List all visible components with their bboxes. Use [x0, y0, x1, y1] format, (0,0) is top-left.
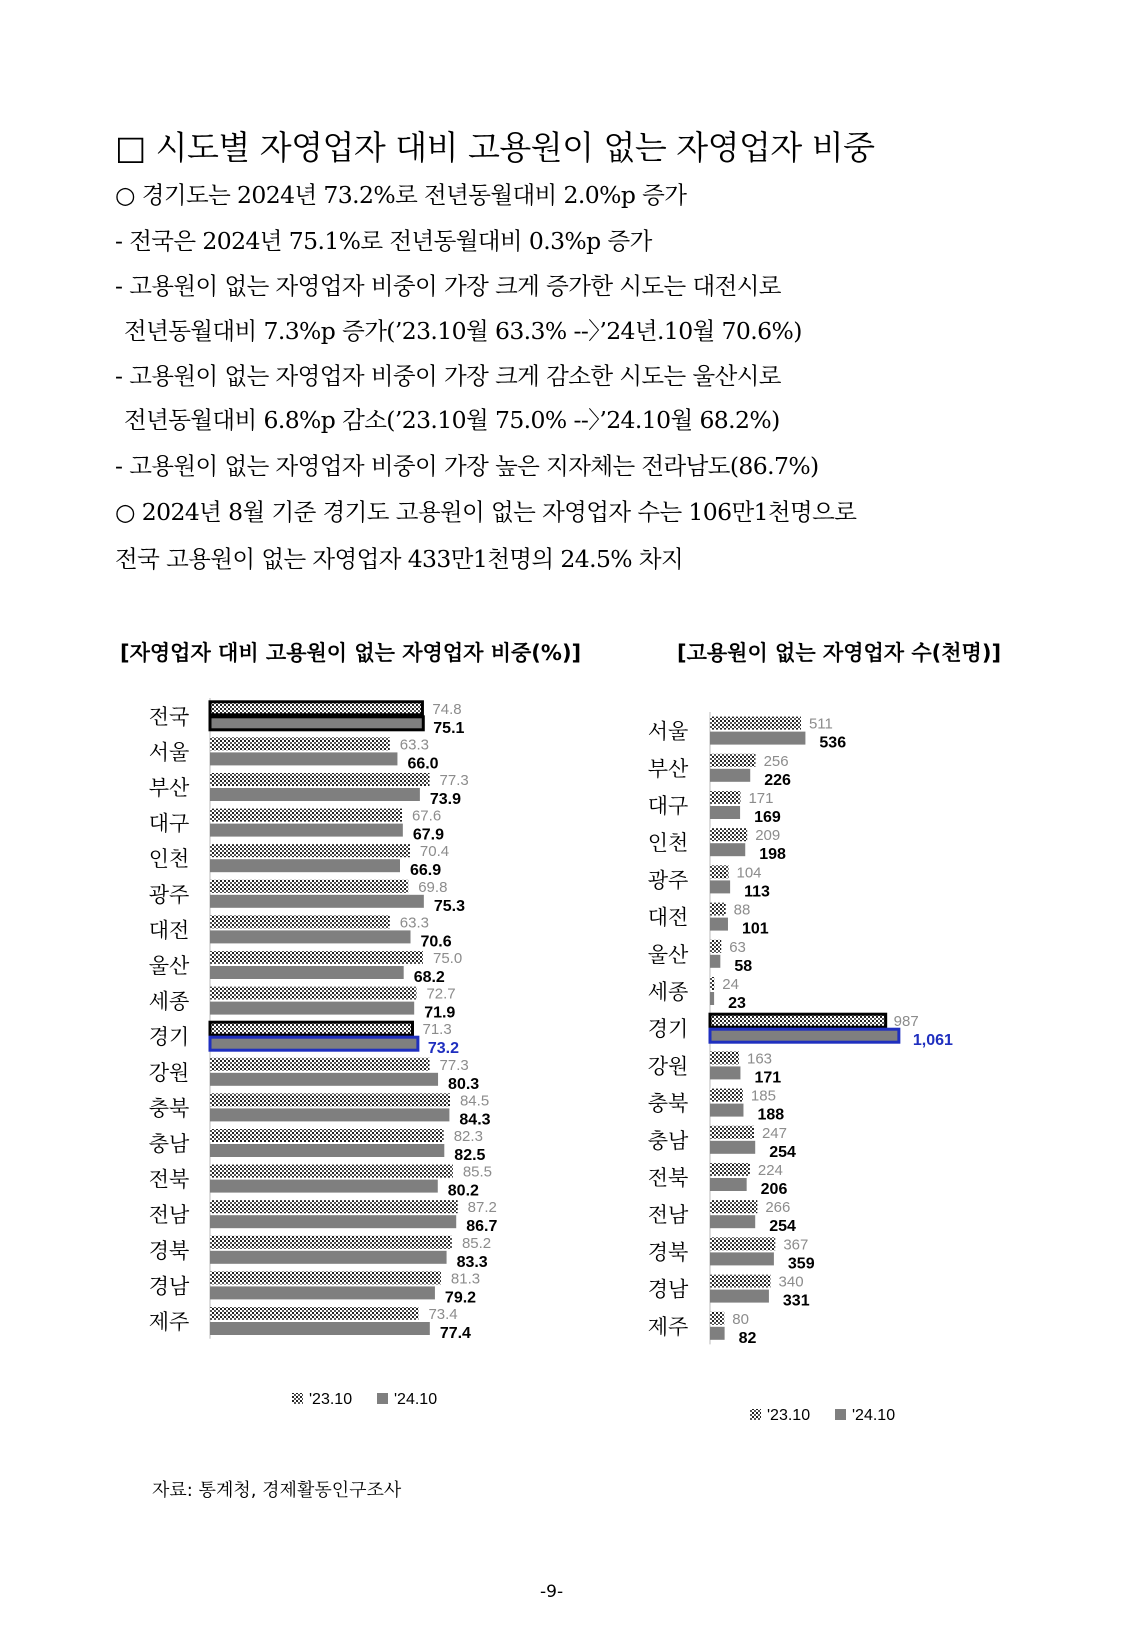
data-label-2024: 169 — [754, 809, 781, 826]
bar-2024 — [210, 1002, 414, 1015]
data-label-2023: 185 — [750, 1087, 776, 1105]
bar-2024 — [210, 930, 411, 943]
data-label-2024: 254 — [769, 1143, 796, 1161]
bar-2024 — [210, 824, 403, 837]
data-label-2023: 70.4 — [419, 843, 450, 861]
legend-swatch-2023 — [750, 1409, 761, 1420]
category-label: 울산 — [647, 943, 689, 967]
category-label: 강원 — [148, 1061, 190, 1085]
legend-swatch-2024 — [835, 1409, 846, 1420]
data-label-2023: 81.3 — [450, 1270, 481, 1288]
bar-2024 — [710, 992, 714, 1005]
legend-label-2024: '24.10 — [394, 1391, 438, 1408]
summary-line: 전년동월대비 7.3%p 증가(’23.10월 63.3% --〉’24년.10월 70.6%) — [124, 317, 802, 345]
bar-2024 — [710, 1029, 899, 1042]
bar-2023 — [210, 1058, 430, 1071]
bar-2024 — [210, 1286, 435, 1299]
bar-2023 — [710, 1163, 750, 1176]
data-label-2023: 77.3 — [439, 772, 469, 789]
bar-2023 — [210, 1093, 450, 1106]
category-label: 인천 — [647, 832, 689, 856]
data-label-2024: 536 — [819, 734, 847, 752]
bar-2024 — [710, 918, 728, 931]
data-label-2024: 73.2 — [427, 1040, 460, 1058]
bar-2024 — [210, 788, 420, 801]
category-label: 경북 — [148, 1239, 190, 1263]
bar-2023 — [210, 880, 408, 893]
bar-2024 — [710, 1327, 725, 1340]
summary-line: - 고용원이 없는 자영업자 비중이 가장 크게 감소한 시도는 울산시로 — [115, 362, 781, 390]
data-label-2023: 73.4 — [428, 1306, 458, 1323]
bar-2023 — [210, 844, 410, 857]
data-label-2023: 367 — [783, 1236, 809, 1254]
bar-2024 — [210, 1073, 438, 1086]
data-label-2024: 67.9 — [412, 826, 444, 844]
bar-2024 — [710, 880, 730, 893]
data-label-2023: 71.3 — [422, 1021, 452, 1039]
data-label-2024: 77.4 — [439, 1325, 471, 1342]
bar-2024 — [210, 717, 423, 730]
bar-2024 — [210, 1322, 430, 1335]
data-label-2024: 331 — [782, 1292, 810, 1310]
data-label-2024: 75.1 — [433, 719, 465, 737]
category-label: 서울 — [647, 720, 689, 744]
summary-line: - 고용원이 없는 자영업자 비중이 가장 높은 지자체는 전라남도(86.7%) — [115, 452, 819, 480]
data-label-2024: 254 — [769, 1218, 796, 1236]
data-label-2024: 1,061 — [912, 1032, 953, 1050]
bar-2023 — [210, 1271, 441, 1284]
data-label-2023: 88 — [733, 901, 751, 919]
bar-2024 — [210, 1144, 444, 1157]
data-label-2024: 113 — [744, 883, 770, 901]
bar-2024 — [710, 1141, 755, 1154]
category-label: 광주 — [647, 869, 689, 893]
bar-2023 — [210, 737, 390, 750]
bar-2023 — [710, 791, 740, 804]
bar-2023 — [710, 865, 729, 878]
data-label-2023: 224 — [757, 1162, 783, 1179]
data-label-2023: 80 — [732, 1310, 749, 1328]
chart2-title: [고용원이 없는 자영업자 수(천명)] — [677, 641, 1002, 665]
bar-2024 — [710, 1066, 740, 1079]
data-label-2024: 101 — [741, 920, 769, 938]
data-label-2024: 70.6 — [420, 933, 452, 951]
source-note: 자료: 통계청, 경제활동인구조사 — [152, 1480, 402, 1501]
bar-2023 — [710, 977, 714, 990]
data-label-2024: 86.7 — [466, 1218, 498, 1236]
bar-2024 — [710, 1215, 755, 1228]
category-label: 충남 — [148, 1133, 190, 1156]
bar-2023 — [710, 940, 721, 953]
data-label-2024: 83.3 — [456, 1253, 488, 1271]
bar-2023 — [710, 1126, 754, 1139]
data-label-2023: 74.8 — [432, 700, 462, 718]
category-label: 부산 — [148, 777, 190, 800]
category-label: 경기 — [148, 1026, 190, 1050]
bar-2024 — [210, 752, 397, 765]
bar-2024 — [210, 859, 400, 872]
bar-2024 — [710, 732, 805, 745]
data-label-2024: 198 — [759, 846, 786, 864]
bar-2023 — [710, 1275, 771, 1288]
category-label: 충북 — [148, 1097, 190, 1121]
legend-swatch-2023 — [292, 1393, 303, 1404]
data-label-2023: 511 — [808, 715, 833, 733]
data-label-2023: 266 — [765, 1199, 791, 1217]
data-label-2023: 77.3 — [439, 1056, 469, 1074]
category-label: 대구 — [148, 812, 190, 836]
bar-2023 — [710, 1051, 739, 1064]
data-label-2023: 256 — [763, 752, 789, 770]
chart1-title: [자영업자 대비 고용원이 없는 자영업자 비중(%)] — [120, 641, 582, 665]
category-label: 경남 — [647, 1278, 689, 1302]
bar-2023 — [210, 951, 423, 964]
bar-2024 — [210, 1037, 418, 1050]
data-label-2024: 73.9 — [429, 791, 462, 808]
data-label-2023: 163 — [747, 1050, 773, 1068]
category-label: 울산 — [148, 955, 190, 978]
summary-line: 전년동월대비 6.8%p 감소(’23.10월 75.0% --〉’24.10월 68.2%) — [124, 406, 780, 434]
category-label: 제주 — [148, 1311, 190, 1334]
category-label: 충북 — [647, 1092, 689, 1116]
category-label: 전북 — [647, 1167, 689, 1190]
data-label-2023: 84.5 — [459, 1092, 490, 1110]
data-label-2023: 247 — [761, 1124, 787, 1142]
data-label-2023: 340 — [778, 1273, 804, 1291]
data-label-2024: 188 — [757, 1106, 785, 1124]
data-label-2024: 82.5 — [454, 1147, 486, 1164]
bar-2024 — [710, 955, 720, 968]
page-heading: □ 시도별 자영업자 대비 고용원이 없는 자영업자 비중 — [115, 128, 875, 167]
bar-2023 — [710, 717, 801, 730]
category-label: 광주 — [148, 883, 190, 907]
data-label-2023: 171 — [748, 790, 774, 807]
data-label-2023: 63.3 — [399, 736, 429, 754]
summary-line: 전국 고용원이 없는 자영업자 433만1천명의 24.5% 차지 — [115, 545, 684, 573]
bar-2024 — [710, 1178, 747, 1191]
bar-2023 — [710, 1237, 775, 1250]
bar-2023 — [210, 1165, 453, 1178]
data-label-2024: 80.3 — [448, 1075, 480, 1093]
data-label-2024: 68.2 — [413, 969, 445, 986]
bar-2023 — [210, 1236, 452, 1249]
data-label-2023: 87.2 — [467, 1199, 497, 1217]
category-label: 경남 — [148, 1275, 190, 1299]
category-label: 강원 — [647, 1055, 689, 1079]
bar-2023 — [210, 1129, 444, 1142]
data-label-2023: 209 — [755, 827, 781, 845]
data-label-2023: 85.5 — [462, 1163, 493, 1181]
category-label: 세종 — [647, 981, 689, 1004]
bar-2024 — [710, 806, 740, 819]
bar-2024 — [210, 895, 424, 908]
data-label-2024: 84.3 — [459, 1111, 491, 1129]
summary-line: - 전국은 2024년 75.1%로 전년동월대비 0.3%p 증가 — [115, 227, 652, 255]
bar-2023 — [710, 1312, 724, 1325]
data-label-2024: 226 — [764, 771, 791, 789]
bar-2024 — [710, 843, 745, 856]
summary-line: - 고용원이 없는 자영업자 비중이 가장 크게 증가한 시도는 대전시로 — [115, 272, 781, 300]
data-label-2024: 23 — [728, 995, 746, 1012]
bar-2023 — [210, 702, 422, 715]
bar-2023 — [710, 903, 726, 916]
data-label-2024: 66.0 — [407, 755, 439, 773]
data-label-2023: 104 — [736, 864, 762, 882]
category-label: 인천 — [148, 848, 190, 872]
category-label: 전남 — [148, 1204, 190, 1228]
data-label-2024: 66.9 — [409, 862, 442, 880]
legend-swatch-2024 — [377, 1393, 388, 1404]
bar-2024 — [710, 769, 750, 782]
data-label-2023: 63 — [729, 938, 746, 956]
data-label-2024: 82 — [738, 1329, 757, 1347]
data-label-2024: 206 — [760, 1181, 788, 1198]
bar-2023 — [210, 809, 402, 822]
category-label: 경북 — [647, 1241, 689, 1265]
bar-2024 — [710, 1252, 774, 1265]
data-label-2023: 72.7 — [426, 985, 456, 1003]
data-label-2024: 75.3 — [433, 897, 465, 915]
category-label: 전국 — [148, 705, 190, 729]
bar-2024 — [210, 1180, 438, 1193]
bar-2024 — [210, 966, 404, 979]
data-label-2024: 71.9 — [424, 1004, 456, 1022]
legend-label-2024: '24.10 — [852, 1407, 896, 1424]
bar-2023 — [710, 1200, 757, 1213]
category-label: 대전 — [148, 919, 190, 943]
data-label-2023: 75.0 — [433, 950, 463, 967]
bar-2023 — [210, 1200, 458, 1213]
data-label-2023: 69.8 — [418, 878, 448, 896]
bar-2023 — [210, 915, 390, 928]
data-label-2023: 24 — [722, 976, 739, 993]
data-label-2024: 80.2 — [447, 1182, 479, 1200]
category-label: 대구 — [647, 795, 689, 818]
bar-2023 — [710, 828, 747, 841]
bar-2023 — [210, 1022, 412, 1035]
bar-2023 — [210, 1307, 418, 1320]
category-label: 충남 — [647, 1129, 689, 1153]
data-label-2023: 63.3 — [399, 914, 429, 932]
data-label-2024: 79.2 — [444, 1289, 477, 1307]
bar-2023 — [710, 1014, 886, 1027]
bar-2023 — [210, 773, 430, 786]
page-number: -9- — [540, 1582, 564, 1602]
bar-2023 — [710, 1089, 743, 1102]
category-label: 경기 — [647, 1018, 689, 1042]
data-label-2024: 171 — [754, 1069, 782, 1087]
summary-line: ○ 2024년 8월 기준 경기도 고용원이 없는 자영업자 수는 106만1천명으로 — [115, 498, 857, 526]
legend-label-2023: '23.10 — [767, 1407, 811, 1424]
category-label: 전북 — [148, 1168, 190, 1192]
category-label: 대전 — [647, 906, 689, 930]
data-label-2023: 67.6 — [411, 807, 442, 825]
bar-2023 — [210, 987, 416, 1000]
category-label: 서울 — [148, 741, 190, 765]
data-label-2023: 987 — [893, 1013, 919, 1031]
bar-2024 — [710, 1104, 743, 1117]
category-label: 부산 — [647, 757, 689, 781]
bar-2023 — [710, 754, 756, 767]
data-label-2023: 85.2 — [461, 1234, 492, 1252]
data-label-2024: 58 — [734, 957, 753, 975]
summary-line: ○ 경기도는 2024년 73.2%로 전년동월대비 2.0%p 증가 — [115, 181, 687, 209]
legend-label-2023: '23.10 — [309, 1391, 353, 1408]
category-label: 전남 — [647, 1204, 689, 1228]
data-label-2023: 82.3 — [453, 1128, 483, 1145]
category-label: 제주 — [647, 1315, 689, 1339]
bar-2024 — [210, 1215, 456, 1228]
category-label: 세종 — [148, 990, 190, 1014]
bar-2024 — [210, 1108, 449, 1121]
bar-2024 — [710, 1290, 769, 1303]
bar-2024 — [210, 1251, 447, 1264]
data-label-2024: 359 — [787, 1255, 815, 1273]
